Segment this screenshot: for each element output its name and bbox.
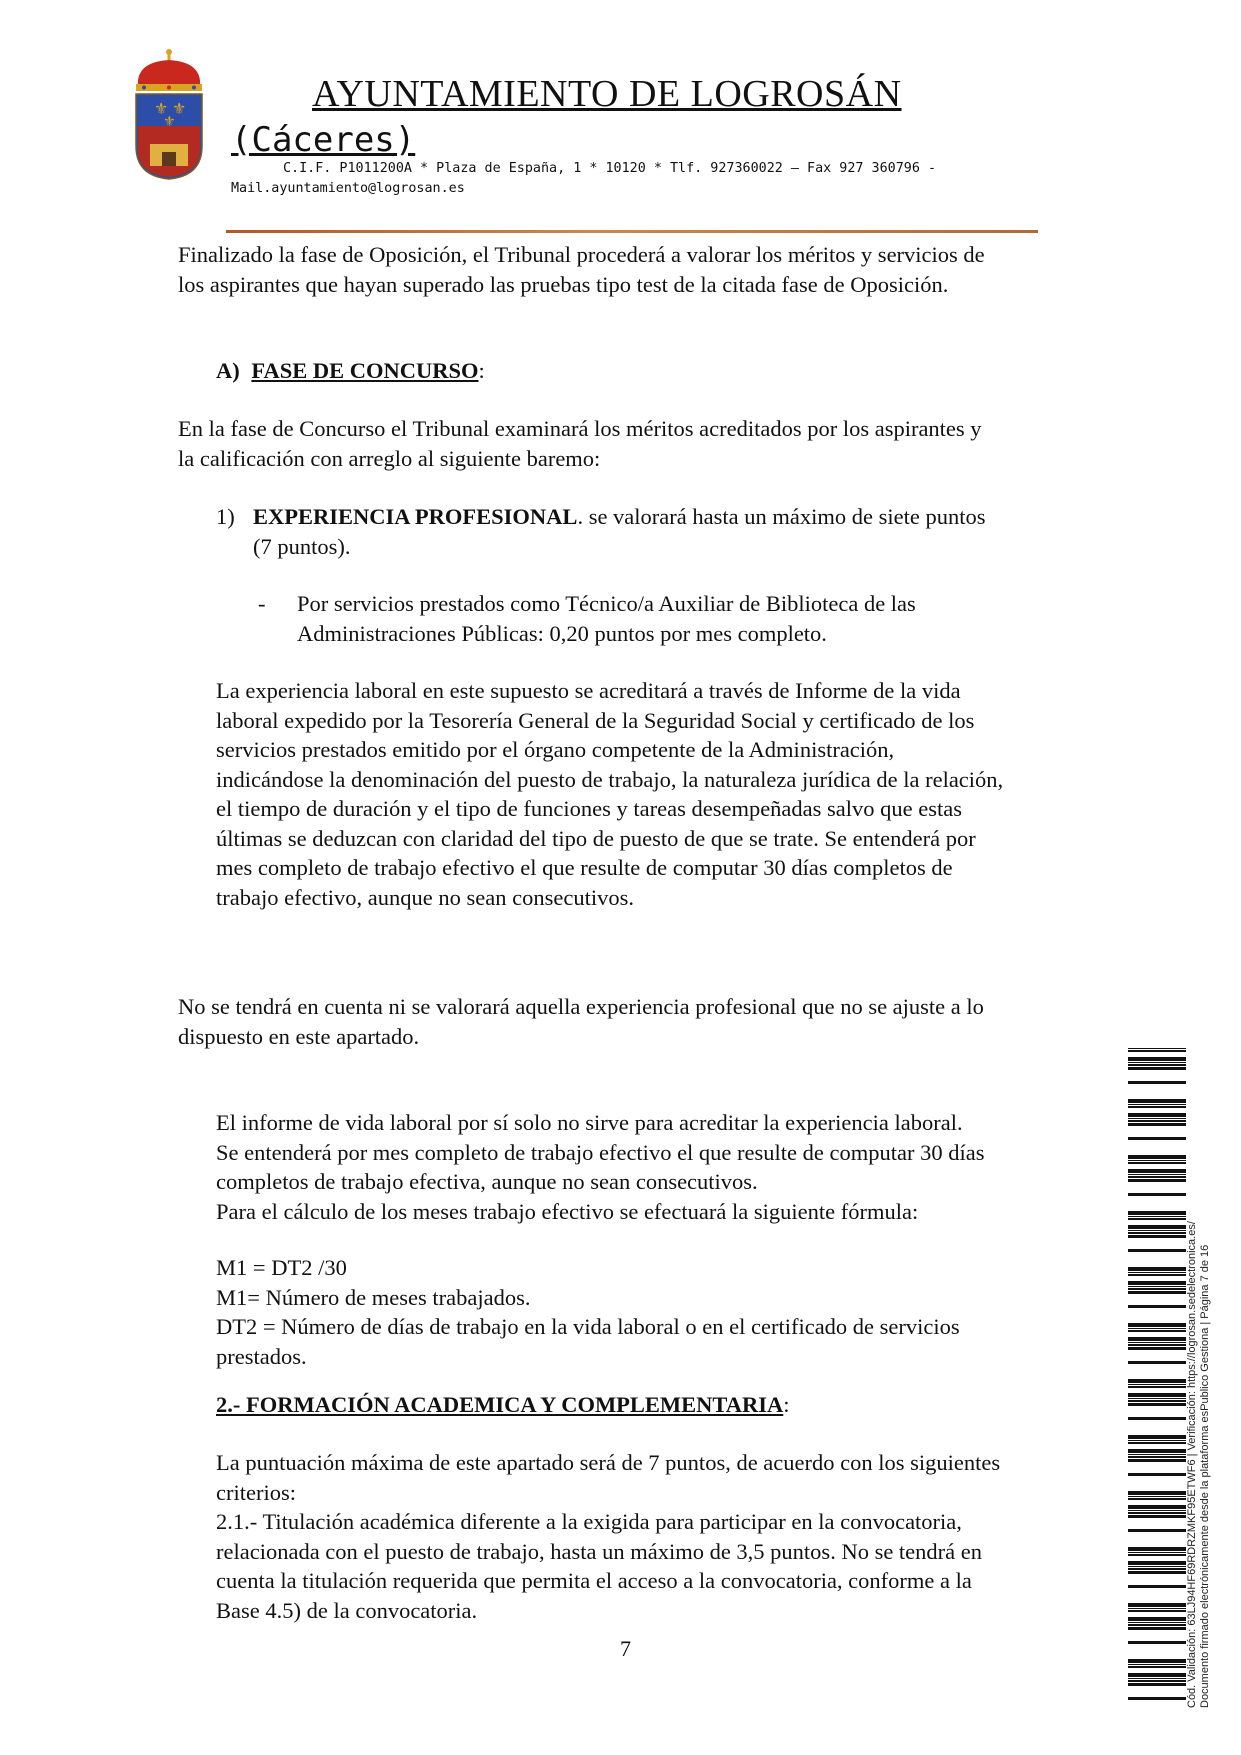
barcode-icon: [1128, 1048, 1186, 1708]
concurso-intro-paragraph: En la fase de Concurso el Tribunal examinará los méritos acreditados por los aspirantes y la calificación con arreglo al siguiente baremo:: [178, 416, 982, 471]
item-1-number: 1): [216, 504, 235, 529]
section-a-heading: [216, 356, 485, 386]
bullet-item-text: Por servicios prestados como Técnico/a Auxiliar de Biblioteca de las Administraciones Públicas: 0,20 puntos por mes completo.: [297, 591, 916, 646]
contact-mail-line: Mail.ayuntamiento@logrosan.es: [231, 181, 465, 196]
experiencia-paragraph: La experiencia laboral en este supuesto se acreditará a través de Informe de la vida laboral expedido por la Tesorería General de la Seguridad Social y certificado de los servicios prestados emitido por el órgano competente de la Administración, indicándose la denominación del puesto de trabajo, la naturaleza jurídica de la relación, el tiempo de duración y el tipo de funciones y tareas desempeñadas salvo que estas últimas se deduzcan con claridad del tipo de puesto de que se trate. Se entenderá por mes completo de trabajo efectivo el que resulte de computar 30 días completos de trabajo efectivo, aunque no sean consecutivos.: [216, 678, 1004, 910]
intro-paragraph: Finalizado la fase de Oposición, el Tribunal procederá a valorar los méritos y servicios de los aspirantes que hayan superado las pruebas tipo test de la citada fase de Oposición.: [178, 242, 985, 297]
section-2-colon: :: [783, 1392, 790, 1417]
item-1-text: [253, 502, 1086, 561]
province-subtitle: (Cáceres): [231, 120, 416, 160]
informe-paragraph: El informe de vida laboral por sí solo no sirve para acreditar la experiencia laboral. Se entenderá por mes completo de trabajo efectivo el que resulte de computar 30 días completos de trabajo efectiva, aunque no sean consecutivos. Para el cálculo de los meses trabajo efectivo se efectuará la siguiente fórmula:: [216, 1110, 985, 1224]
section-a-colon: :: [478, 358, 485, 383]
signature-platform-line: Documento firmado electrónicamente desde la plataforma esPublico Gestiona | Página 7 de 16: [1199, 1244, 1211, 1708]
section-a-label: A): [216, 358, 240, 383]
section-2-heading: [216, 1390, 790, 1420]
verification-stamp: [1186, 1048, 1212, 1708]
section-a-title: FASE DE CONCURSO: [251, 358, 479, 383]
municipality-title: AYUNTAMIENTO DE LOGROSÁN: [312, 73, 902, 115]
svg-text:⚜: ⚜: [172, 99, 187, 118]
no-valora-paragraph: No se tendrá en cuenta ni se valorará aquella experiencia profesional que no se ajuste a lo dispuesto en este apartado.: [178, 994, 984, 1049]
crown-icon: [136, 49, 202, 91]
section-2-title: 2.- FORMACIÓN ACADEMICA Y COMPLEMENTARIA: [216, 1392, 784, 1417]
formula-block: M1 = DT2 /30 M1= Número de meses trabajados. DT2 = Número de días de trabajo en la vida laboral o en el certificado de servicios prestados.: [216, 1255, 960, 1369]
section-2-paragraph: La puntuación máxima de este apartado será de 7 puntos, de acuerdo con los siguientes criterios: 2.1.- Titulación académica diferente a la exigida para participar en la convocatoria, relacionada con el puesto de trabajo, hasta un máximo de 3,5 puntos. No se tendrá en cuenta la titulación requerida que permita el acceso a la convocatoria, conforme a la Base 4.5) de la convocatoria.: [216, 1450, 1001, 1623]
contact-cif-line: C.I.F. P1011200A * Plaza de España, 1 * 10120 * Tlf. 927360022 – Fax 927 360796 -: [283, 161, 937, 176]
svg-text:⚜: ⚜: [163, 114, 176, 130]
bullet-dash: -: [258, 591, 266, 616]
header-divider: [226, 230, 1038, 233]
item-1-description: . se valorará hasta un máximo de siete puntos (7 puntos).: [253, 504, 986, 559]
item-1-title: EXPERIENCIA PROFESIONAL: [253, 504, 578, 529]
municipal-coat-of-arms: [132, 48, 206, 180]
shield-icon: [136, 94, 202, 179]
verification-code-line: Cód. Validación: 63LJ94HF69RDRZMKF95ETWF6 | Verificación: https://logrosan.sedelectronica.es/: [1186, 1221, 1198, 1708]
page-number: 7: [620, 1636, 631, 1661]
svg-text:⚜: ⚜: [154, 99, 169, 118]
